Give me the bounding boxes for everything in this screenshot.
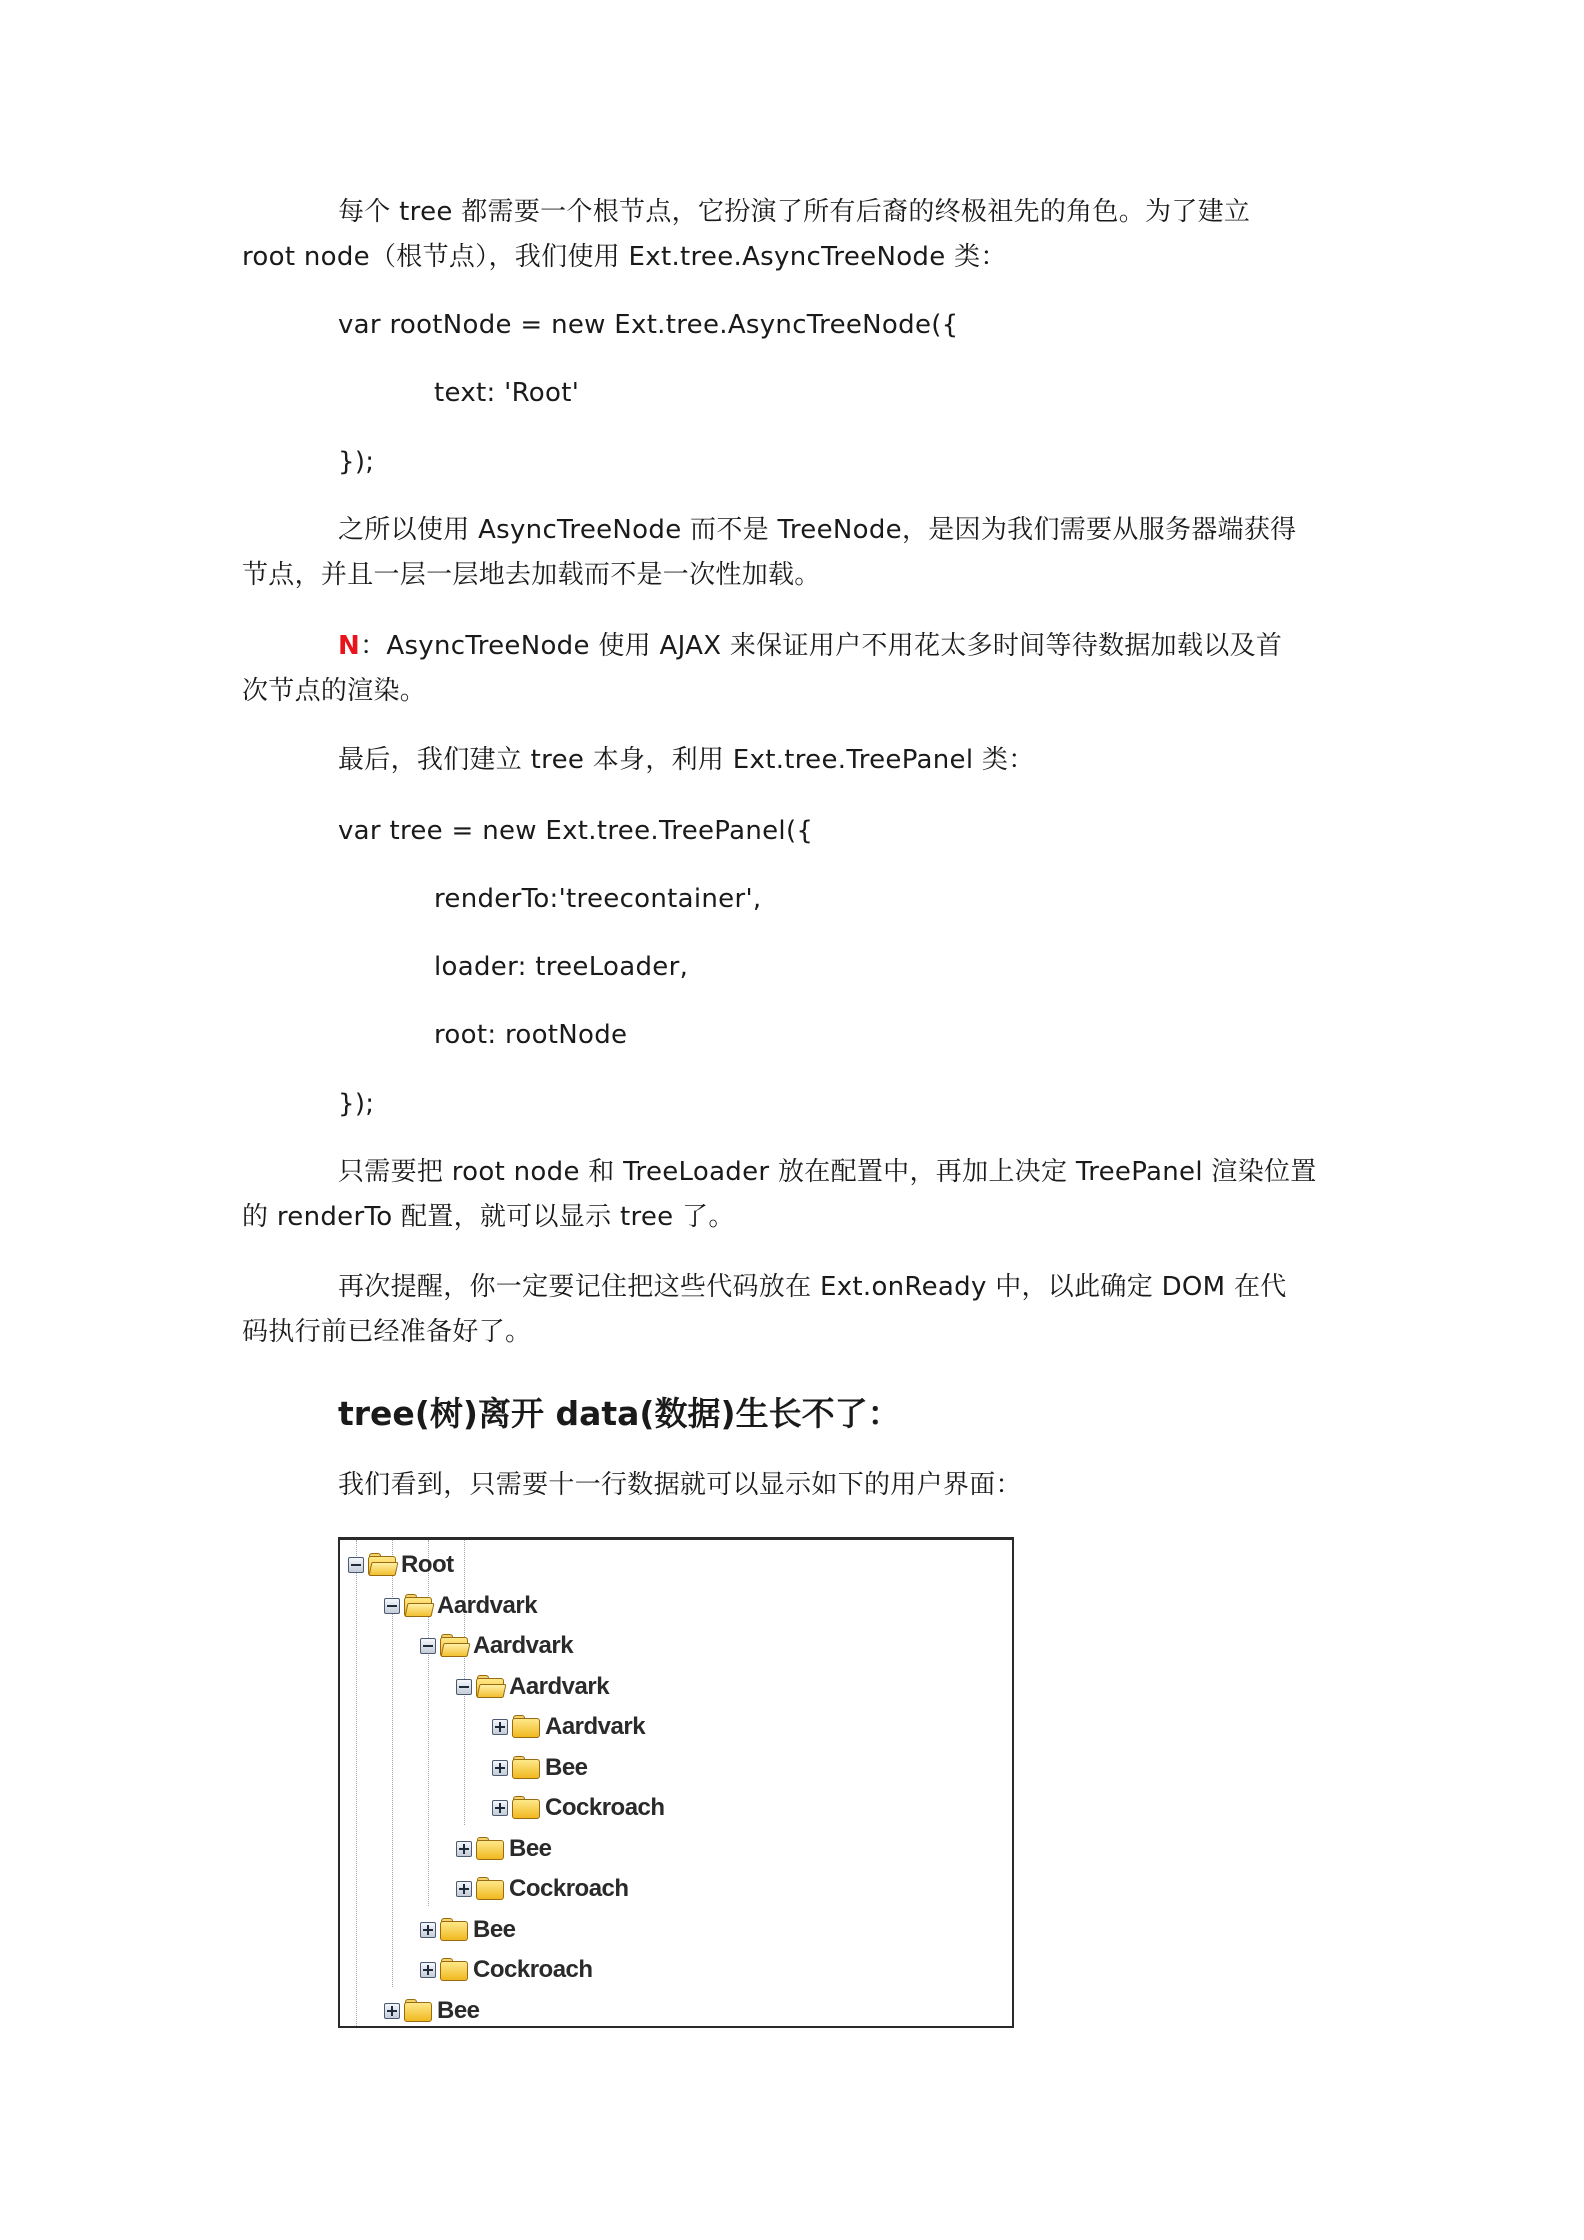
tree-node-label: Bee [509, 1834, 552, 1862]
code-line: }); [338, 1089, 375, 1119]
tree-node-label: Aardvark [437, 1591, 538, 1619]
paragraph-line: 只需要把 root node 和 TreeLoader 放在配置中，再加上决定 TreePanel 渲染位置 [338, 1157, 1317, 1187]
tree-node-label: Cockroach [545, 1794, 665, 1821]
folder-icon [475, 1877, 505, 1901]
tree-node-label: Bee [545, 1753, 588, 1781]
tree-node-label: Aardvark [509, 1672, 610, 1700]
intro-line: 我们看到，只需要十一行数据就可以显示如下的用户界面： [338, 1470, 1022, 1500]
paragraph-line: 再次提醒，你一定要记住把这些代码放在 Ext.onReady 中，以此确定 DOM 在代 [338, 1272, 1287, 1302]
folder-icon [403, 1999, 433, 2023]
folder-icon [475, 1837, 505, 1861]
tree-node[interactable] [420, 1913, 516, 1947]
folder-icon [511, 1756, 541, 1780]
folder-open-icon [367, 1553, 397, 1577]
paragraph-line: 之所以使用 AsyncTreeNode 而不是 TreeNode，是因为我们需要从服务器端获得 [338, 515, 1297, 545]
paragraph-line: 码执行前已经准备好了。 [242, 1317, 532, 1347]
folder-icon [511, 1715, 541, 1739]
tree-node-label: Cockroach [509, 1875, 629, 1902]
tree-node-label: Root [401, 1551, 454, 1578]
expand-icon[interactable] [456, 1841, 472, 1857]
code-line: root: rootNode [434, 1020, 628, 1050]
paragraph-line: 每个 tree 都需要一个根节点，它扮演了所有后裔的终极祖先的角色。为了建立 [338, 197, 1251, 227]
code-line: var tree = new Ext.tree.TreePanel({ [338, 816, 814, 846]
note-text: ：AsyncTreeNode 使用 AJAX 来保证用户不用花太多时间等待数据加载以及首 [360, 631, 1283, 661]
note-line [338, 629, 1282, 663]
folder-open-icon [403, 1594, 433, 1618]
tree-node[interactable] [456, 1670, 609, 1704]
code-line: renderTo:'treecontainer', [434, 884, 762, 914]
tree-node[interactable] [456, 1832, 552, 1866]
paragraph-line: 的 renderTo 配置，就可以显示 tree 了。 [242, 1202, 735, 1232]
tree-node[interactable] [492, 1710, 645, 1744]
tree-node-label: Aardvark [473, 1632, 574, 1659]
tree-panel-screenshot [338, 1537, 1014, 2028]
paragraph-line: 最后，我们建立 tree 本身，利用 Ext.tree.TreePanel 类： [338, 745, 1035, 775]
tree-node[interactable] [384, 1994, 480, 2028]
tree-node[interactable] [420, 1629, 573, 1663]
expand-icon[interactable] [456, 1881, 472, 1897]
tree-node[interactable] [384, 1589, 537, 1623]
section-heading: tree(树)离开 data(数据)生长不了： [338, 1394, 901, 1433]
folder-icon [511, 1796, 541, 1820]
collapse-icon[interactable] [384, 1598, 400, 1614]
expand-icon[interactable] [384, 2003, 400, 2019]
paragraph-line: 节点，并且一层一层地去加载而不是一次性加载。 [242, 560, 821, 590]
paragraph-line: root node（根节点），我们使用 Ext.tree.AsyncTreeNode 类： [242, 242, 1007, 272]
tree-node-label: Bee [437, 1996, 480, 2024]
code-line: }); [338, 447, 375, 477]
tree-node-label: Cockroach [473, 1956, 593, 1983]
tree-guide-line [356, 1540, 357, 2028]
code-line: text: 'Root' [434, 378, 580, 408]
expand-icon[interactable] [492, 1800, 508, 1816]
tree-node[interactable] [420, 1953, 593, 1987]
code-line: var rootNode = new Ext.tree.AsyncTreeNode({ [338, 310, 959, 340]
code-line: loader: treeLoader, [434, 952, 689, 982]
tree-node[interactable] [492, 1791, 665, 1825]
expand-icon[interactable] [420, 1962, 436, 1978]
tree-node[interactable] [492, 1751, 588, 1785]
folder-icon [439, 1958, 469, 1982]
collapse-icon[interactable] [420, 1638, 436, 1654]
tree-node-label: Aardvark [545, 1713, 646, 1740]
folder-open-icon [475, 1675, 505, 1699]
collapse-icon[interactable] [456, 1679, 472, 1695]
expand-icon[interactable] [492, 1719, 508, 1735]
folder-icon [439, 1918, 469, 1942]
tree-node-label: Bee [473, 1915, 516, 1943]
note-label: N [338, 631, 361, 661]
expand-icon[interactable] [492, 1760, 508, 1776]
folder-open-icon [439, 1634, 469, 1658]
tree-node[interactable] [348, 1548, 454, 1582]
collapse-icon[interactable] [348, 1557, 364, 1573]
note-line: 次节点的渲染。 [242, 676, 427, 706]
tree-node[interactable] [456, 1872, 629, 1906]
expand-icon[interactable] [420, 1922, 436, 1938]
